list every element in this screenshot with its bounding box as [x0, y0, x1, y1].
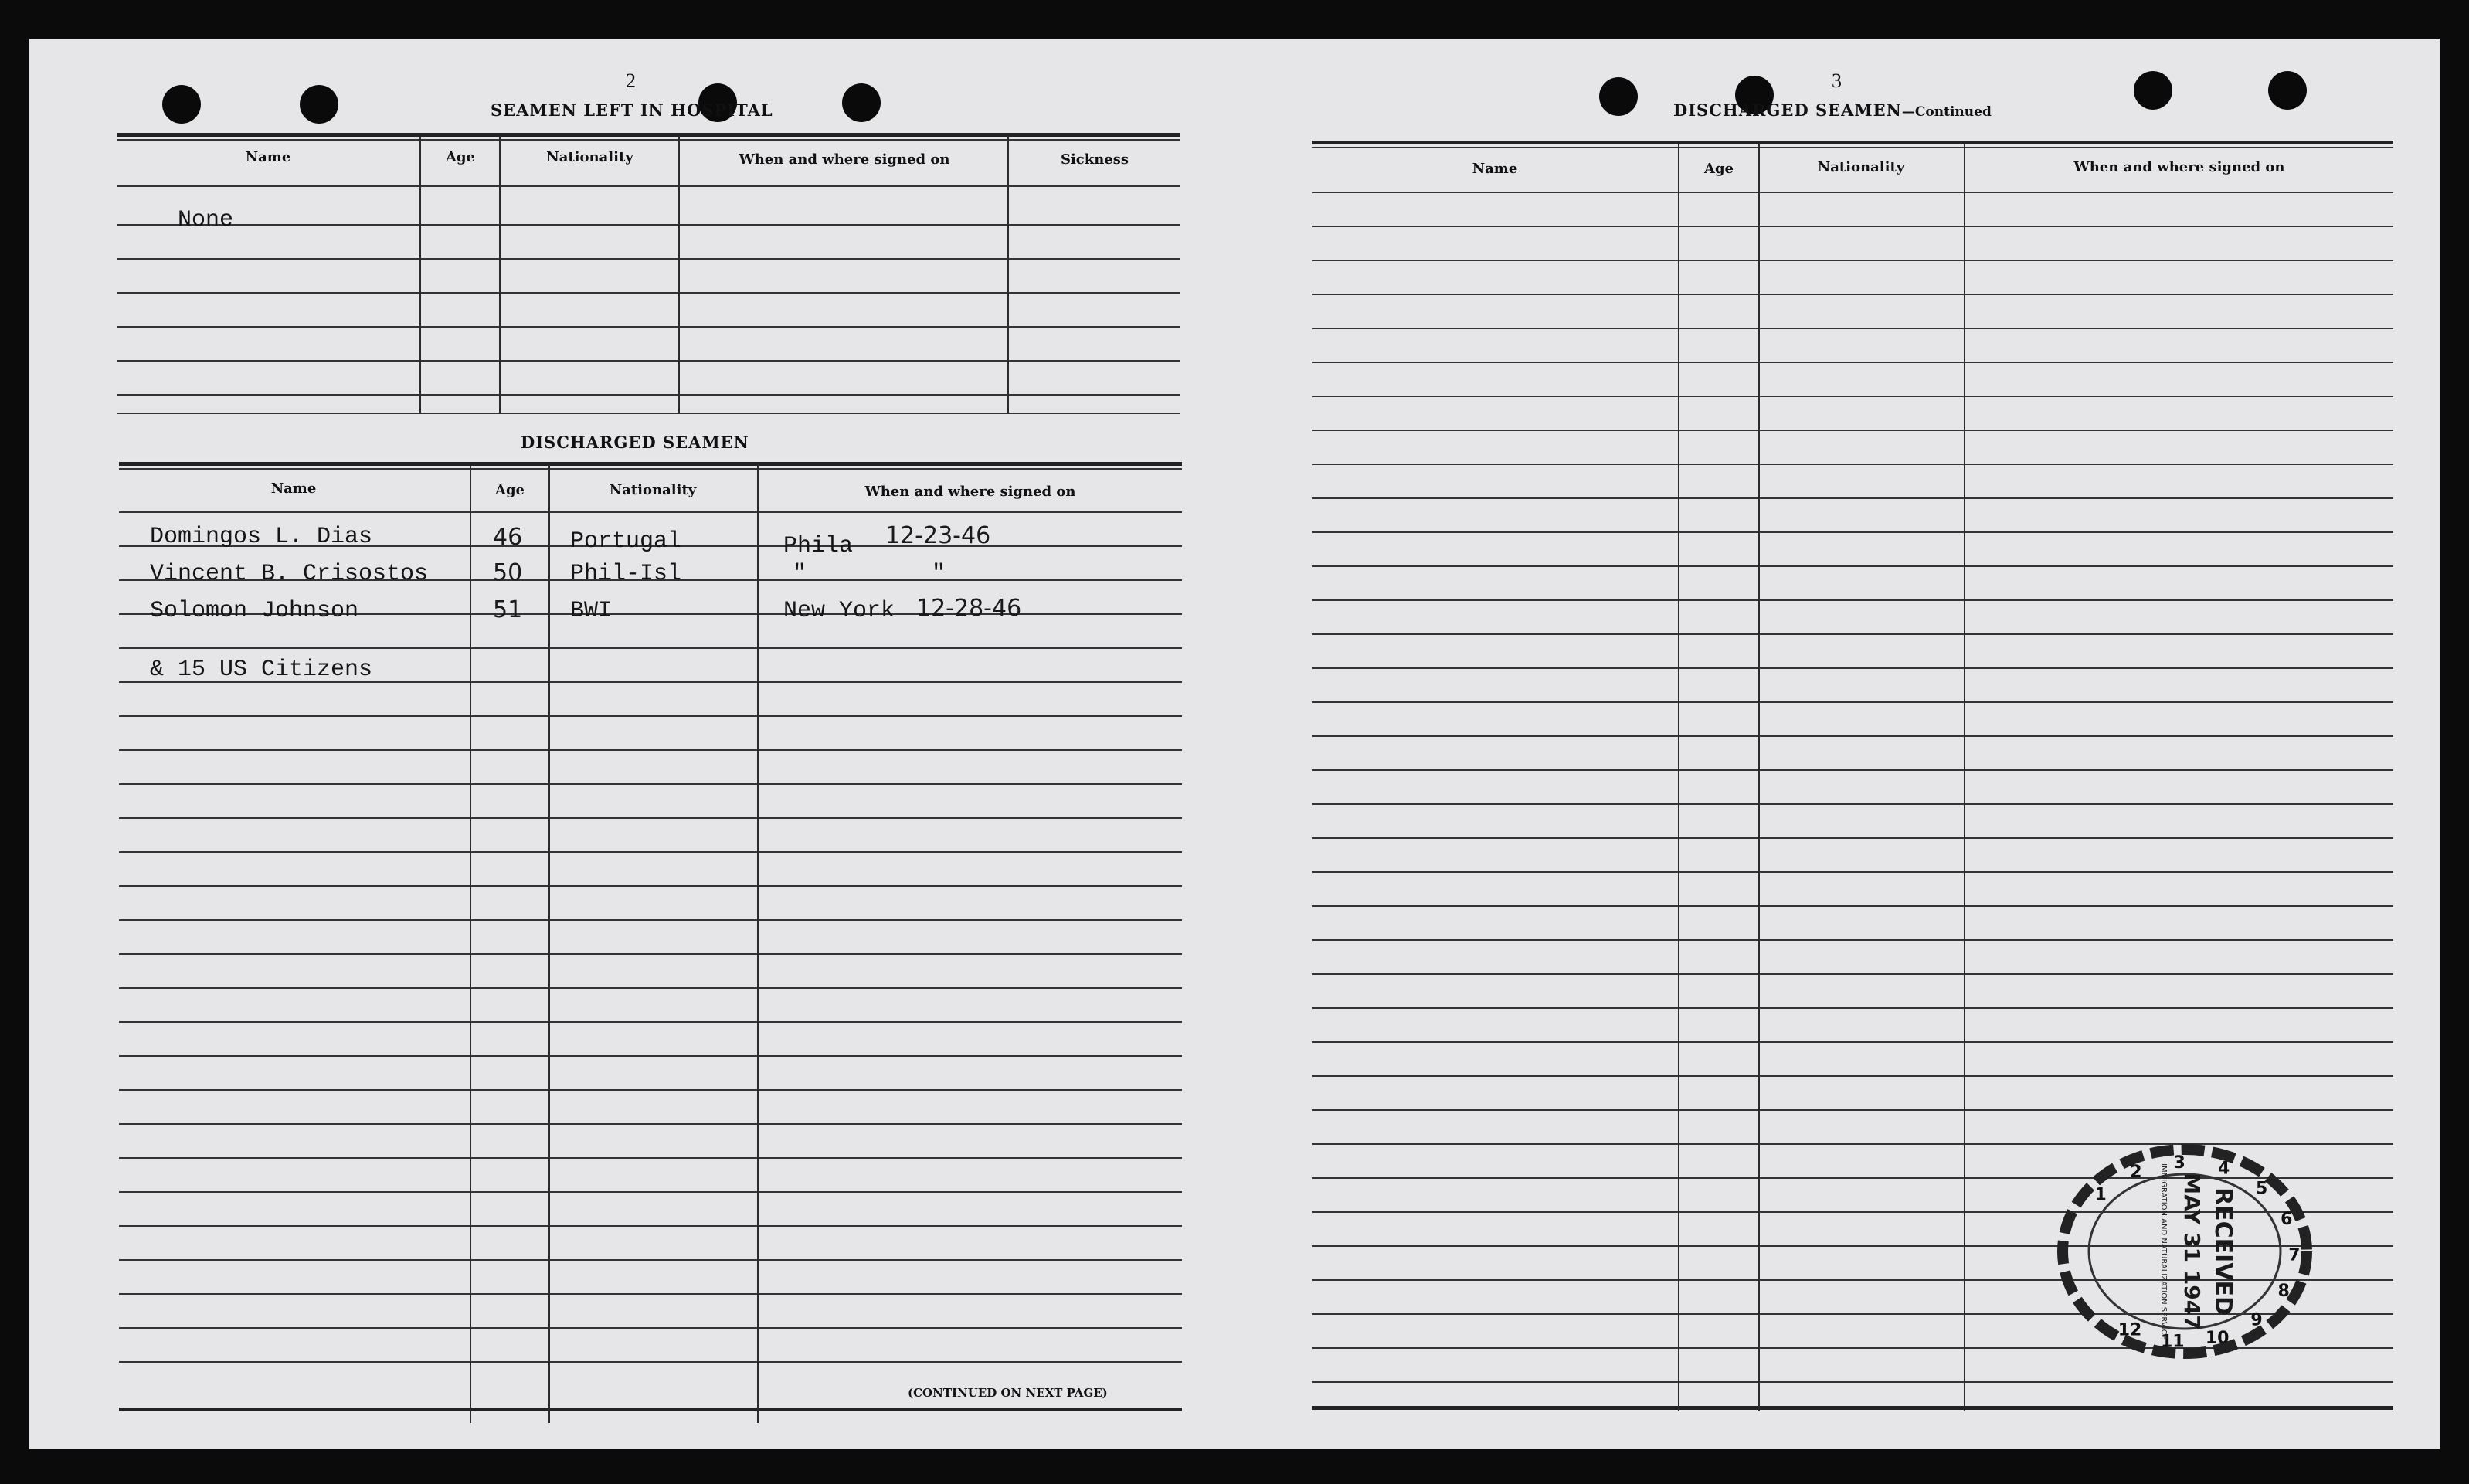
row-rule [119, 987, 1182, 989]
rule [117, 394, 1180, 396]
row-rule [119, 1157, 1182, 1159]
row-rule [1312, 1109, 2393, 1111]
rule [119, 468, 1182, 470]
row-rule [1312, 1381, 2393, 1383]
row-rule [1312, 701, 2393, 703]
col-header-nationality: Nationality [546, 149, 633, 165]
col-rule [419, 136, 421, 414]
row-rule [1312, 905, 2393, 907]
seaman-nationality: BWI [570, 598, 613, 624]
col-rule [1678, 144, 1679, 1411]
row-rule [119, 885, 1182, 887]
row-rule [1312, 294, 2393, 295]
signed-on-date: 12-28-46 [916, 595, 1022, 622]
stamp-digit: 9 [2250, 1310, 2263, 1330]
stamp-date: MAY 31 1947 [2179, 1173, 2205, 1330]
rule [119, 462, 1182, 466]
col-header-nationality: Nationality [609, 482, 697, 498]
col-rule [499, 136, 501, 414]
rule [117, 292, 1180, 294]
row-rule [1312, 464, 2393, 465]
col-header-age: Age [445, 149, 475, 165]
signed-on-date: 12-23-46 [885, 522, 991, 549]
row-rule [119, 1225, 1182, 1227]
stamp-digit: 6 [2281, 1209, 2293, 1229]
row-rule [1312, 1007, 2393, 1009]
row-rule [119, 1293, 1182, 1295]
col-header-signed-on: When and where signed on [864, 484, 1076, 500]
row-rule [1312, 226, 2393, 227]
row-rule [119, 1055, 1182, 1057]
col-rule [757, 465, 759, 1423]
row-rule [119, 1259, 1182, 1261]
col-rule [1007, 136, 1009, 414]
row-rule [1312, 939, 2393, 941]
title-suffix: —Continued [1901, 104, 1992, 120]
rule [1312, 141, 2393, 144]
seaman-nationality: Phil-Isl [570, 561, 682, 587]
row-rule [119, 1123, 1182, 1125]
row-rule [1312, 1075, 2393, 1077]
rule [117, 185, 1180, 187]
rule [1312, 147, 2393, 148]
rule [117, 258, 1180, 260]
stamp-digit: 11 [2160, 1332, 2185, 1352]
stamp-received-text: RECEIVED [2209, 1187, 2236, 1316]
punch-hole [842, 83, 881, 122]
rule [117, 133, 1180, 137]
col-header-nationality: Nationality [1817, 159, 1905, 175]
row-rule [1312, 735, 2393, 737]
punch-hole [1599, 77, 1638, 116]
punch-hole [2134, 71, 2172, 110]
punch-hole [2268, 71, 2307, 110]
row-rule [1312, 667, 2393, 669]
stamp-digit: 7 [2288, 1245, 2301, 1265]
seaman-age: 46 [493, 524, 523, 551]
seaman-age: 51 [493, 596, 523, 623]
row-rule [1312, 362, 2393, 363]
stamp-digit: 2 [2130, 1163, 2142, 1183]
col-rule [1964, 144, 1965, 1411]
rule [117, 360, 1180, 362]
row-rule [1312, 497, 2393, 499]
row-rule [1312, 192, 2393, 193]
stamp-office: IMMIGRATION AND NATURALIZATION SERVICE [2159, 1163, 2168, 1340]
row-rule [1312, 328, 2393, 329]
received-stamp [2053, 1136, 2316, 1367]
hospital-entry: None [178, 207, 234, 233]
bottom-rule [119, 1408, 1182, 1411]
discharged-continued-title [1673, 100, 1992, 120]
rule [117, 413, 1180, 414]
col-header-name: Name [270, 481, 317, 497]
col-rule [1758, 144, 1760, 1411]
col-header-name: Name [245, 149, 291, 165]
continued-footer: (CONTINUED ON NEXT PAGE) [908, 1386, 1108, 1400]
col-rule [678, 136, 680, 414]
extra-crew-note: & 15 US Citizens [150, 657, 373, 683]
stamp-digit: 12 [2117, 1320, 2142, 1340]
stamp-digit: 5 [2255, 1179, 2268, 1199]
signed-on-place: Phila [783, 533, 854, 559]
row-rule [119, 647, 1182, 649]
row-rule [1312, 1041, 2393, 1043]
row-rule [119, 1327, 1182, 1329]
row-rule [119, 1361, 1182, 1363]
signed-on-place: New York [783, 598, 895, 624]
page-number-left: 2 [626, 70, 636, 92]
col-header-signed-on: When and where signed on [2073, 159, 2285, 175]
document-sheet [29, 39, 2440, 1449]
stamp-digit: 1 [2094, 1185, 2107, 1205]
row-rule [1312, 430, 2393, 431]
rule [117, 139, 1180, 141]
row-rule [1312, 769, 2393, 771]
row-rule [119, 783, 1182, 785]
row-rule [1312, 973, 2393, 975]
seaman-name: Solomon Johnson [150, 598, 359, 624]
col-header-signed-on: When and where signed on [739, 151, 950, 168]
col-header-name: Name [1472, 161, 1518, 177]
punch-hole [162, 85, 201, 124]
row-rule [1312, 837, 2393, 839]
row-rule [119, 511, 1182, 513]
stamp-digit: 4 [2218, 1159, 2230, 1179]
bottom-rule [1312, 1406, 2393, 1410]
row-rule [119, 749, 1182, 751]
row-rule [119, 817, 1182, 819]
col-header-sickness: Sickness [1060, 151, 1129, 168]
row-rule [1312, 396, 2393, 397]
discharged-section-title: DISCHARGED SEAMEN [521, 433, 749, 452]
punch-hole [300, 85, 338, 124]
seaman-age: 50 [493, 559, 523, 586]
seaman-name: Vincent B. Crisostos [150, 561, 429, 587]
row-rule [1312, 803, 2393, 805]
signed-on-place: " [793, 561, 807, 587]
stamp-digit: 10 [2205, 1328, 2230, 1348]
row-rule [1312, 260, 2393, 261]
row-rule [119, 715, 1182, 717]
rule [117, 224, 1180, 226]
row-rule [119, 953, 1182, 955]
title-main: DISCHARGED SEAMEN [1673, 100, 1902, 120]
col-header-age: Age [494, 482, 525, 498]
col-rule [548, 465, 550, 1423]
row-rule [119, 919, 1182, 921]
page-number-right: 3 [1832, 70, 1842, 92]
row-rule [1312, 565, 2393, 567]
row-rule [1312, 871, 2393, 873]
row-rule [119, 1191, 1182, 1193]
seaman-nationality: Portugal [570, 528, 682, 555]
row-rule [1312, 633, 2393, 635]
seaman-name: Domingos L. Dias [150, 524, 373, 550]
col-header-age: Age [1703, 161, 1734, 177]
row-rule [119, 1089, 1182, 1091]
stamp-digit: 8 [2277, 1281, 2290, 1301]
row-rule [119, 1021, 1182, 1023]
row-rule [1312, 599, 2393, 601]
col-rule [470, 465, 471, 1423]
row-rule [1312, 531, 2393, 533]
row-rule [119, 851, 1182, 853]
rule [117, 326, 1180, 328]
signed-on-date: " [932, 561, 946, 587]
hospital-section-title: SEAMEN LEFT IN HOSPITAL [491, 100, 773, 120]
stamp-digit: 3 [2173, 1153, 2185, 1173]
